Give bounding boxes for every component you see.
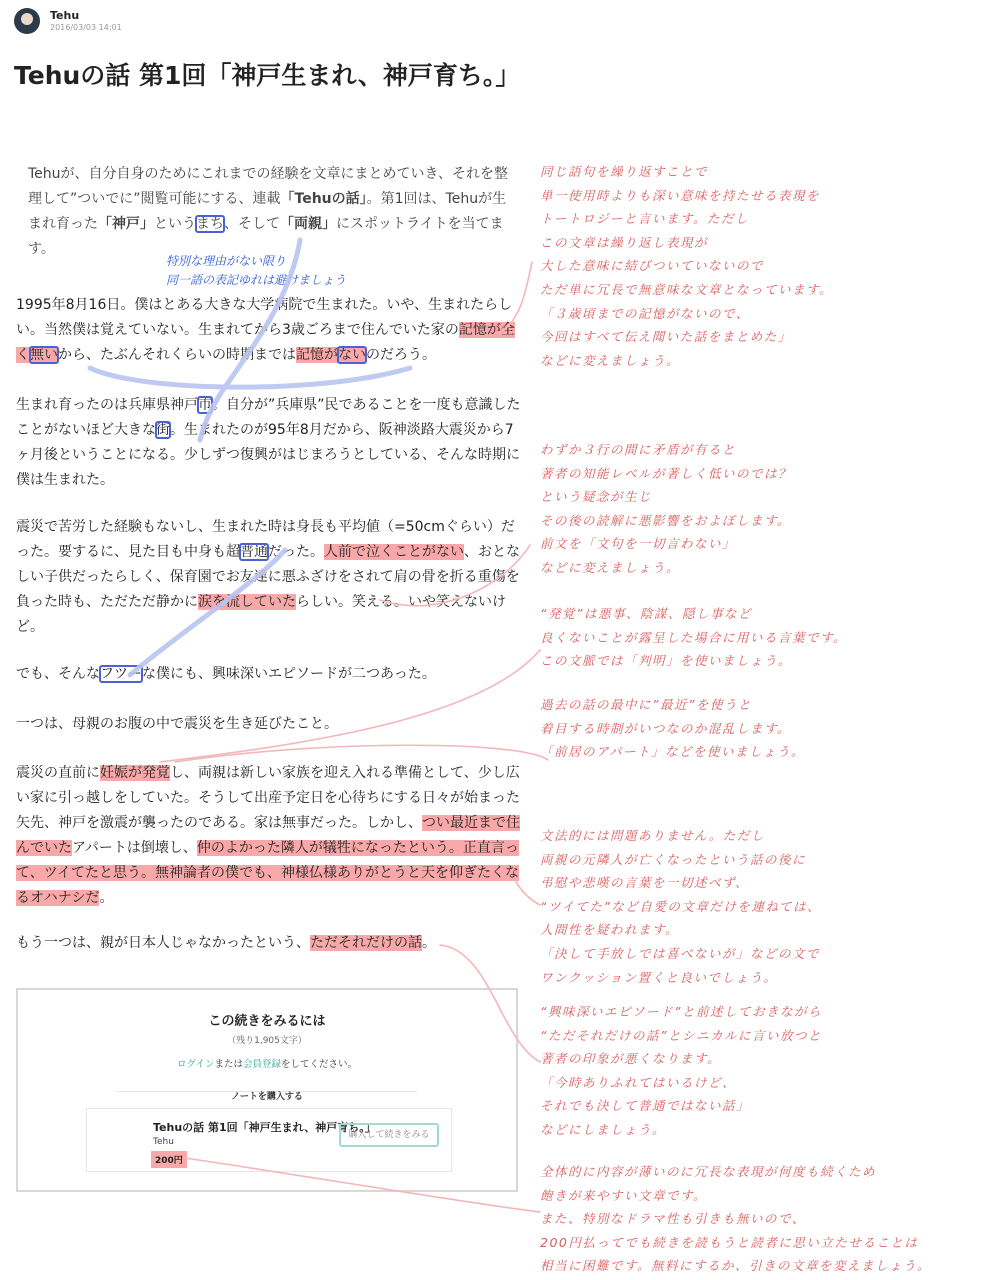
text: 、おとなしい子供だったらしく、保育園でお友達に悪ふざけをされて肩の骨を折る重傷を負った時も、ただただ静かに <box>16 544 520 610</box>
text: のだろう。 <box>366 347 436 363</box>
text: 。生まれたのが95年8月だから、阪神淡路大震災から7ヶ月後ということになる。少しずつ復興がはじまろうとしている、そんな時期に僕は生まれた。 <box>16 422 520 488</box>
purchase-divider <box>117 1084 417 1102</box>
intro-text: 。第1回は、Tehuが生まれ育った <box>28 191 507 232</box>
text: でも、そんな <box>16 666 100 682</box>
author-name[interactable]: Tehu <box>50 9 80 23</box>
highlight-boxed: 無い <box>30 347 58 363</box>
purchase-heading: ノートを購入する <box>223 1092 311 1102</box>
register-link[interactable]: 会員登録 <box>243 1059 282 1070</box>
intro-bold: 「両親」 <box>280 216 336 232</box>
boxed-word: フツー <box>100 666 142 682</box>
card-author: Tehu <box>153 1137 174 1147</box>
text: もう一つは、親が日本人じゃなかったという、 <box>16 935 310 951</box>
paragraph-7 <box>16 931 522 956</box>
text: から、たぶんそれくらいの時期までは <box>58 347 296 363</box>
text: 生まれ育ったのは兵庫県神戸 <box>16 397 198 413</box>
text: だった。 <box>268 544 324 560</box>
text: し、両親は新しい家族を迎え入れる準備として、少し広い家に引っ越しをしていた。そうして出産予定日を心待ちにする日々が始まった矢先、神戸を激震が襲ったのである。家は無事だった。しかし、 <box>16 765 520 831</box>
highlight-boxed: ない <box>338 347 366 363</box>
highlight: 記憶が全く <box>16 322 515 363</box>
article-title: Tehuの話 第1回「神戸生まれ、神戸育ち。」 <box>14 61 521 90</box>
highlight: 記憶が <box>296 347 338 363</box>
login-mid: または <box>214 1059 243 1070</box>
article-intro <box>28 162 512 262</box>
intro-text: にスポットライトを当てます。 <box>28 216 504 257</box>
text: 。 <box>422 935 436 951</box>
intro-text: という <box>154 216 196 232</box>
paragraph-3 <box>16 515 522 640</box>
blue-note-line: 特別な理由がない限り <box>166 254 287 268</box>
purchase-card <box>86 1108 452 1172</box>
paragraph-1 <box>16 293 522 368</box>
text: 震災で苦労した経験もないし、生まれた時は身長も平均値（=50cmぐらい）だった。要するに、見た目も中身も超 <box>16 519 515 560</box>
post-date: 2016/03/03 14:01 <box>50 22 122 32</box>
boxed-word: 普通 <box>240 544 268 560</box>
text: 。 <box>99 890 114 906</box>
intro-text: Tehuが、自分自身のためにこれまでの経験を文章にまとめていき、それを整理して”ついでに”閲覧可能にする、連載 <box>28 166 508 207</box>
paragraph-5: 一つは、母親のお腹の中で震災を生き延びたこと。 <box>16 716 338 732</box>
login-prompt <box>18 1056 516 1070</box>
boxed-word: 街 <box>156 422 170 438</box>
highlight: ただそれだけの話 <box>310 935 422 951</box>
annotation-tautology: 同じ語句を繰り返すことで 単一使用時よりも深い意味を持たせる表現を トートロジーと言います。ただし この文章は繰り返し表現が 大した意味に結びついていないので ただ単に冗長で無意味な文章となっています。 「３歳頃までの記憶がないので、 今回はすべて伝え聞いた話をまとめた」 などに変えましょう。 <box>540 164 834 368</box>
highlight: 妊娠が発覚 <box>100 765 170 781</box>
text: 震災の直前に <box>16 765 100 781</box>
author-header <box>14 8 122 34</box>
login-link[interactable]: ログイン <box>176 1059 215 1070</box>
annotation-humanity: 文法的には問題ありません。ただし 両親の元隣人が亡くなったという話の後に 弔慰や悲嘆の言葉を一切述べず、 “ツイてた”など自愛の文章だけを連ねては、 人間性を疑われます。 「決して手放しでは喜べないが」などの文で ワンクッション置くと良いでしょう。 <box>540 828 822 985</box>
annotation-contradiction: わずか３行の間に矛盾が有ると 著者の知能レベルが著しく低いのでは？ という疑念が生じ その後の読解に悪影響をおよぼします。 前文を「文句を一切言わない」 などに変えましょう。 <box>540 442 793 575</box>
highlight: 仲のよかった隣人が犠牲になったという。正直言って、ツイてたと思う。無神論者の僕でも、神様仏様ありがとうと天を仰ぎたくなるオハナシだ <box>16 840 520 906</box>
text: アパートは倒壊し、 <box>72 840 197 856</box>
annotation-overall: 全体的に内容が薄いのに冗長な表現が何度も続くため 飽きが来やすい文章です。 また、特別なドラマ性も引きも無いので、 200円払ってでも続きを読もうと読者に思い立たせることは 相当に困難です。無料にするか、引きの文章を変えましょう。 <box>540 1164 932 1274</box>
card-price: 200円 <box>151 1151 187 1168</box>
buy-button[interactable]: 購入して続きをみる <box>339 1123 439 1147</box>
author-avatar[interactable] <box>14 8 40 34</box>
paragraph-6 <box>16 761 522 911</box>
remaining-chars: （残り1,905文字） <box>227 1036 307 1046</box>
login-tail: をしてください。 <box>281 1059 358 1070</box>
text: な僕にも、興味深いエピソードが二つあった。 <box>142 666 436 682</box>
intro-bold: 「神戸」 <box>98 216 154 232</box>
paywall-box <box>16 988 518 1192</box>
text: 。自分が”兵庫県”民であることを一度も意識したことがないほど大きな <box>16 397 521 438</box>
blue-note-line: 同一語の表記ゆれは避けましょう <box>166 273 347 287</box>
intro-bold: 「Tehuの話」 <box>280 191 367 207</box>
text: 1995年8月16日。僕はとある大きな大学病院で生まれた。いや、生まれたらしい。当然僕は覚えていない。生まれてから3歳ごろまで住んでいた家の <box>16 297 513 338</box>
highlight: つい最近まで住んでいた <box>16 815 520 856</box>
author-block <box>50 10 122 32</box>
boxed-word-machi: まち <box>196 216 224 232</box>
highlight: 涙を流していた <box>198 594 296 610</box>
intro-text: 、そして <box>224 216 280 232</box>
boxed-word: 市 <box>198 397 212 413</box>
paragraph-4 <box>16 662 522 687</box>
text: らしい。笑える。いや笑えないけど。 <box>16 594 506 635</box>
card-title: Tehuの話 第1回「神戸生まれ、神戸育ち。」 <box>153 1121 376 1134</box>
annotation-hakkaku: “発覚”は悪事、陰謀、隠し事など 良くないことが露呈した場合に用いる言葉です。 この文脈では「判明」を使いましょう。 <box>540 606 848 669</box>
annotation-cynical: “興味深いエピソード”と前述しておきながら “ただそれだけの話”とシニカルに言い放つと 著者の印象が悪くなります。 「今時ありふれてはいるけど、 それでも決して普通ではない話」 などにしましょう。 <box>540 1004 822 1137</box>
paywall-title: この続きをみるには <box>208 1014 326 1029</box>
paragraph-2 <box>16 393 522 493</box>
annotation-saikin: 過去の話の最中に”最近”を使うと 着目する時制がいつなのか混乱します。 「前居のアパート」などを使いましょう。 <box>540 697 806 760</box>
blue-correction-note <box>166 252 346 290</box>
highlight: 人前で泣くことがない <box>324 544 464 560</box>
